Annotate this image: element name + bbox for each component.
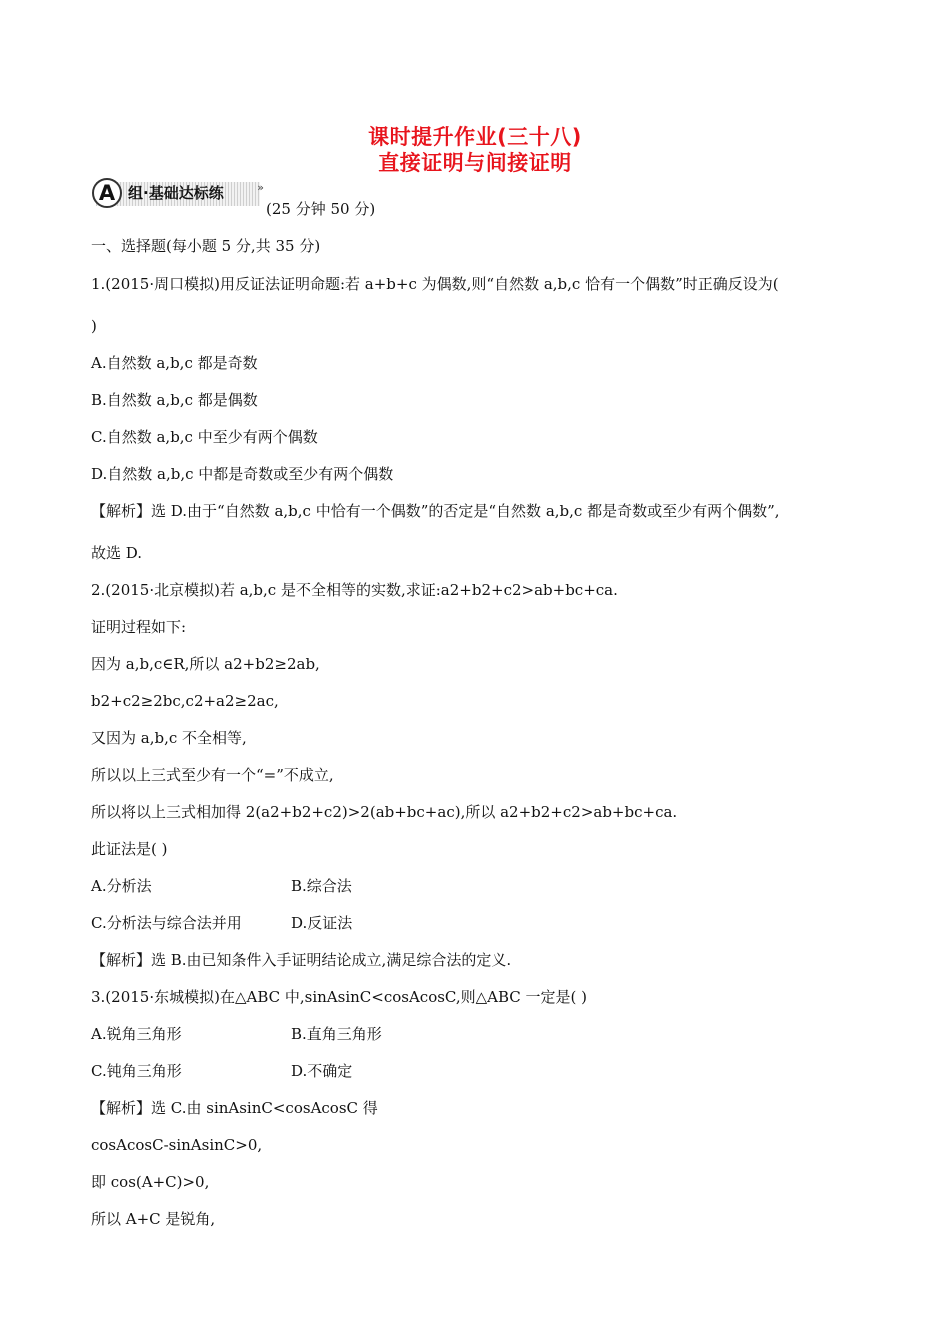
- q2-proof-line: 证明过程如下:: [91, 618, 187, 636]
- q2-option-d: D.反证法: [291, 914, 353, 932]
- q2-options-row: [91, 913, 353, 933]
- q1-analysis: 【解析】选 D.由于“自然数 a,b,c 中恰有一个偶数”的否定是“自然数 a,b,c 都是奇数或至少有两个偶数”,: [91, 502, 780, 520]
- q2-option-a: A.分析法: [91, 877, 152, 895]
- q3-options-row: [91, 1061, 353, 1081]
- q2-analysis: 【解析】选 B.由已知条件入手证明结论成立,满足综合法的定义.: [91, 951, 512, 969]
- q3-analysis-line: cosAcosC-sinAsinC>0,: [91, 1136, 263, 1154]
- q1-option-b: B.自然数 a,b,c 都是偶数: [91, 391, 258, 409]
- double-chevron-icon: »: [257, 181, 264, 194]
- page-title: 课时提升作业(三十八): [368, 125, 582, 149]
- q3-analysis-line: 即 cos(A+C)>0,: [91, 1173, 210, 1191]
- q1-stem-cont: ): [91, 317, 97, 335]
- page-subtitle: 直接证明与间接证明: [378, 151, 572, 175]
- q2-option-b: B.综合法: [291, 877, 352, 895]
- q2-proof-line: b2+c2≥2bc,c2+a2≥2ac,: [91, 692, 279, 710]
- q2-proof-line: 所以以上三式至少有一个“=”不成立,: [91, 766, 334, 784]
- q2-options-row: [91, 876, 352, 896]
- q2-stem: 2.(2015·北京模拟)若 a,b,c 是不全相等的实数,求证:a2+b2+c2>ab+bc+ca.: [91, 581, 618, 599]
- q3-stem: 3.(2015·东城模拟)在△ABC 中,sinAsinC<cosAcosC,则△ABC 一定是( ): [91, 988, 588, 1006]
- q3-option-b: B.直角三角形: [291, 1025, 382, 1043]
- q2-proof-line: 所以将以上三式相加得 2(a2+b2+c2)>2(ab+bc+ac),所以 a2+b2+c2>ab+bc+ca.: [91, 803, 678, 821]
- q2-proof-line: 因为 a,b,c∈R,所以 a2+b2≥2ab,: [91, 655, 320, 673]
- q2-proof-line: 又因为 a,b,c 不全相等,: [91, 729, 247, 747]
- badge-letter: A: [92, 178, 122, 208]
- q1-option-d: D.自然数 a,b,c 中都是奇数或至少有两个偶数: [91, 465, 394, 483]
- q3-analysis: 【解析】选 C.由 sinAsinC<cosAcosC 得: [91, 1099, 378, 1117]
- section-title: 一、选择题(每小题 5 分,共 35 分): [91, 237, 321, 255]
- q1-option-a: A.自然数 a,b,c 都是奇数: [91, 354, 258, 372]
- time-note: (25 分钟 50 分): [266, 200, 376, 218]
- section-badge: [92, 178, 264, 208]
- q3-analysis-line: 所以 A+C 是锐角,: [91, 1210, 216, 1228]
- q3-option-d: D.不确定: [291, 1062, 353, 1080]
- q3-options-row: [91, 1024, 382, 1044]
- q2-question: 此证法是( ): [91, 840, 168, 858]
- q1-stem: 1.(2015·周口模拟)用反证法证明命题:若 a+b+c 为偶数,则“自然数 a,b,c 恰有一个偶数”时正确反设为(: [91, 275, 779, 293]
- badge-label: 组·基础达标练: [128, 184, 224, 202]
- q2-option-c: C.分析法与综合法并用: [91, 914, 242, 932]
- q1-analysis-cont: 故选 D.: [91, 544, 143, 562]
- q1-option-c: C.自然数 a,b,c 中至少有两个偶数: [91, 428, 318, 446]
- q3-option-a: A.锐角三角形: [91, 1025, 182, 1043]
- q3-option-c: C.钝角三角形: [91, 1062, 182, 1080]
